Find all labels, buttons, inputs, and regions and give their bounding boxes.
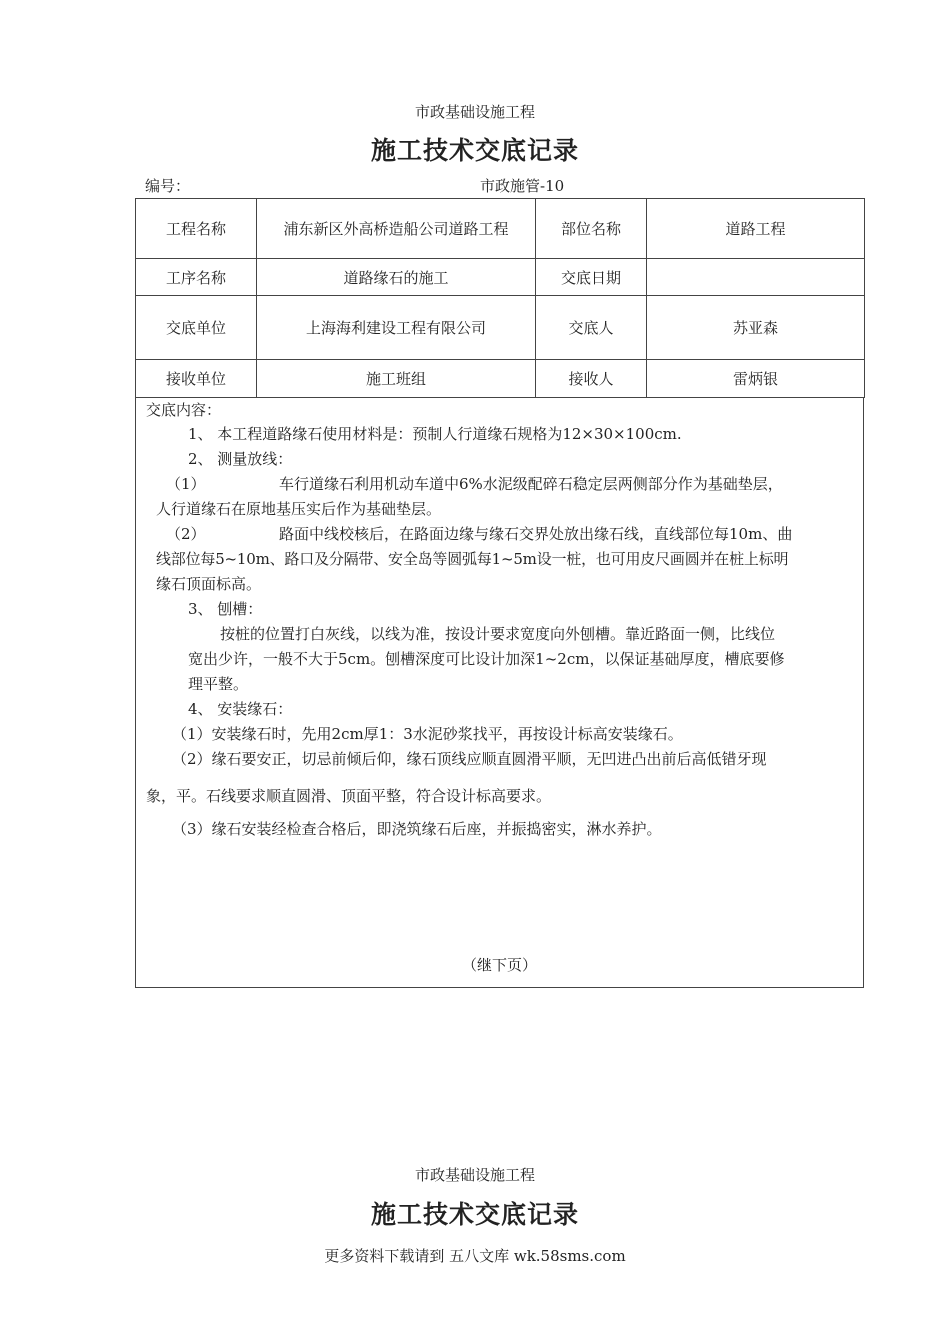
item-3-line: 理平整。 xyxy=(188,675,249,693)
item-4-1: （1）安装缘石时，先用2cm厚1：3水泥砂浆找平，再按设计标高安装缘石。 xyxy=(172,725,683,743)
briefing-unit-value: 上海海利建设工程有限公司 xyxy=(257,296,536,360)
form-code: 市政施管-10 xyxy=(480,177,565,195)
receiving-unit-label: 接收单位 xyxy=(136,360,257,398)
briefer-label: 交底人 xyxy=(536,296,647,360)
table-row xyxy=(136,296,865,360)
table-row xyxy=(136,360,865,398)
item-2-1-line: 车行道缘石利用机动车道中6%水泥级配碎石稳定层两侧部分作为基础垫层， xyxy=(279,475,783,493)
number-label: 编号： xyxy=(145,177,191,195)
item-3-line: 宽出少许，一般不大于5cm。刨槽深度可比设计加深1~2cm，以保证基础厚度，槽底要修 xyxy=(188,650,785,668)
item-3-line: 按桩的位置打白灰线，以线为准，按设计要求宽度向外刨槽。靠近路面一侧，比线位 xyxy=(220,625,776,643)
continued-note: （继下页） xyxy=(461,956,537,974)
part-name-label: 部位名称 xyxy=(536,199,647,259)
briefing-unit-label: 交底单位 xyxy=(136,296,257,360)
header-subtitle: 市政基础设施工程 xyxy=(414,103,535,121)
item-4-2-line: 象，平。石线要求顺直圆滑、顶面平整，符合设计标高要求。 xyxy=(146,787,552,805)
page-title-page2: 施工技术交底记录 xyxy=(370,1200,579,1229)
item-4-2-line: （2）缘石要安正，切忌前倾后仰，缘石顶线应顺直圆滑平顺，无凹进凸出前后高低错牙现 xyxy=(172,750,767,768)
briefer-value: 苏亚森 xyxy=(647,296,865,360)
page-title: 施工技术交底记录 xyxy=(370,136,579,165)
receiver-label: 接收人 xyxy=(536,360,647,398)
item-2-1-number: （1） xyxy=(166,475,206,493)
process-name-label: 工序名称 xyxy=(136,259,257,296)
item-2-2-number: （2） xyxy=(166,525,206,543)
item-4-3: （3）缘石安装经检查合格后，即浇筑缘石后座，并振捣密实，淋水养护。 xyxy=(172,820,662,838)
table-row xyxy=(136,199,865,259)
project-name-value: 浦东新区外高桥造船公司道路工程 xyxy=(257,199,536,259)
header-subtitle-page2: 市政基础设施工程 xyxy=(414,1166,535,1184)
table-row xyxy=(136,259,865,296)
item-1: 1、 本工程道路缘石使用材料是：预制人行道缘石规格为12×30×100cm. xyxy=(188,425,682,443)
info-table xyxy=(135,198,865,398)
receiving-unit-value: 施工班组 xyxy=(257,360,536,398)
item-2-1-line: 人行道缘石在原地基压实后作为基础垫层。 xyxy=(156,500,442,518)
briefing-content xyxy=(135,397,864,988)
project-name-label: 工程名称 xyxy=(136,199,257,259)
item-4-heading: 4、 安装缘石： xyxy=(188,700,293,718)
process-name-value: 道路缘石的施工 xyxy=(257,259,536,296)
item-2-heading: 2、 测量放线： xyxy=(188,450,293,468)
item-2-2-line: 路面中线校核后，在路面边缘与缘石交界处放出缘石线，直线部位每10m、曲 xyxy=(279,525,793,543)
receiver-value: 雷炳银 xyxy=(647,360,865,398)
part-name-value: 道路工程 xyxy=(647,199,865,259)
briefing-date-value xyxy=(647,259,865,296)
item-2-2-line: 缘石顶面标高。 xyxy=(156,575,262,593)
briefing-date-label: 交底日期 xyxy=(536,259,647,296)
footer-note: 更多资料下载请到 五八文库 wk.58sms.com xyxy=(324,1247,626,1265)
item-2-2-line: 线部位每5~10m、路口及分隔带、安全岛等圆弧每1~5m设一桩，也可用皮尺画圆并在桩上标明 xyxy=(156,550,789,568)
item-3-heading: 3、 刨槽： xyxy=(188,600,263,618)
content-label: 交底内容： xyxy=(146,401,222,419)
